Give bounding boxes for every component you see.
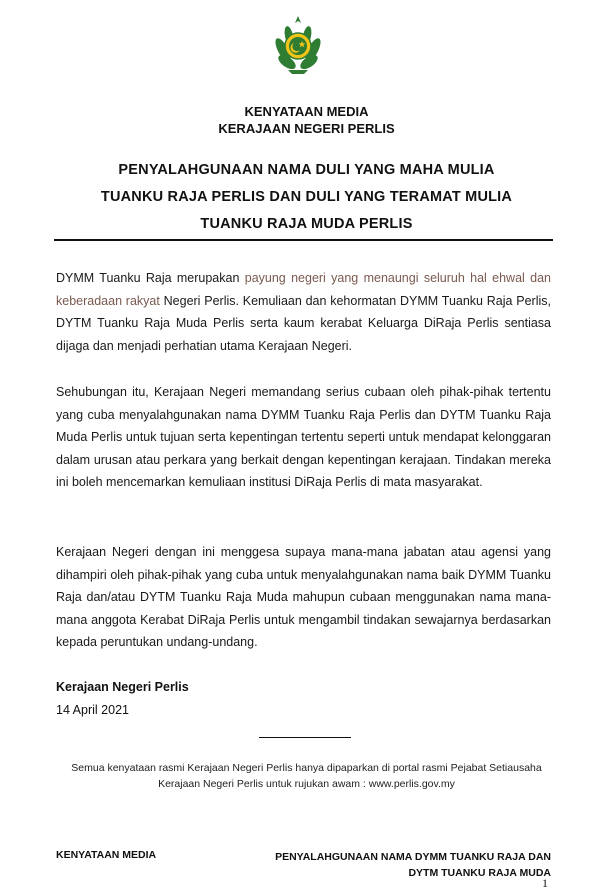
media-label: KENYATAAN MEDIA: [244, 104, 369, 119]
p1-highlighted-text: payung negeri yang menaungi seluruh hal ehwal dan keberadaan rakyat: [56, 271, 551, 308]
document-title: [0, 157, 613, 238]
press-release-heading: [0, 103, 613, 137]
p1-text-a: DYMM Tuanku Raja merupakan: [56, 271, 245, 285]
footer-title-line-1: PENYALAHGUNAAN NAMA DYMM TUANKU RAJA DAN: [275, 851, 551, 863]
page-number: 1: [542, 876, 548, 890]
body-paragraph-1: [56, 267, 551, 357]
footnote-divider: [259, 737, 351, 738]
footer-media-label: KENYATAAN MEDIA: [56, 849, 157, 861]
title-divider: [54, 239, 553, 241]
government-name: KERAJAAN NEGERI PERLIS: [218, 121, 395, 136]
footer-title-line-2: DYTM TUANKU RAJA MUDA: [408, 867, 551, 879]
title-line-2: TUANKU RAJA PERLIS DAN DULI YANG TERAMAT MULIA: [100, 189, 513, 205]
body-paragraph-2: Sehubungan itu, Kerajaan Negeri memandang serius cubaan oleh pihak-pihak tertentu yang cuba menyalahgunakan nama DYMM Tuanku Raja Perlis dan DYTM Tuanku Raja Muda Perlis untuk tujuan serta kepentingan tertentu seperti untuk mendapat kelonggaran dalam urusan atau perkara yang berkait dengan kepentingan kerajaan. Tindakan mereka ini boleh mencemarkan kemuliaan institusi DiRaja Perlis di mata masyarakat.: [56, 385, 551, 489]
title-line-3: TUANKU RAJA MUDA PERLIS: [200, 216, 413, 232]
perlis-crest-emblem: [266, 12, 330, 76]
footnote-line-2: Kerajaan Negeri Perlis untuk rujukan awam : www.perlis.gov.my: [158, 778, 455, 790]
issuer-signature: Kerajaan Negeri Perlis: [56, 680, 189, 694]
footnote-line-1: Semua kenyataan rasmi Kerajaan Negeri Perlis hanya dipaparkan di portal rasmi Pejabat Setiausaha: [71, 762, 542, 774]
footer-document-title: [249, 849, 551, 881]
body-paragraph-3: Kerajaan Negeri dengan ini menggesa supaya mana-mana jabatan atau agensi yang dihampiri oleh pihak-pihak yang cuba untuk menyalahgunakan nama baik DYMM Tuanku Raja dan/atau DYTM Tuanku Raja Muda mahupun cubaan menggunakan nama mana-mana anggota Kerabat DiRaja Perlis untuk mengambil tindakan sewajarnya berdasarkan kepada peruntukan undang-undang.: [56, 545, 551, 649]
p1-text-b: Negeri Perlis. Kemuliaan dan kehormatan DYMM Tuanku Raja Perlis, DYTM Tuanku Raja Muda Perlis serta kaum kerabat Keluarga DiRaja Perlis sentiasa dijaga dan menjadi perhatian utama Kerajaan Negeri.: [56, 293, 551, 353]
official-portal-note: [30, 760, 583, 792]
issue-date: 14 April 2021: [56, 703, 129, 717]
title-line-1: PENYALAHGUNAAN NAMA DULI YANG MAHA MULIA: [118, 162, 495, 178]
